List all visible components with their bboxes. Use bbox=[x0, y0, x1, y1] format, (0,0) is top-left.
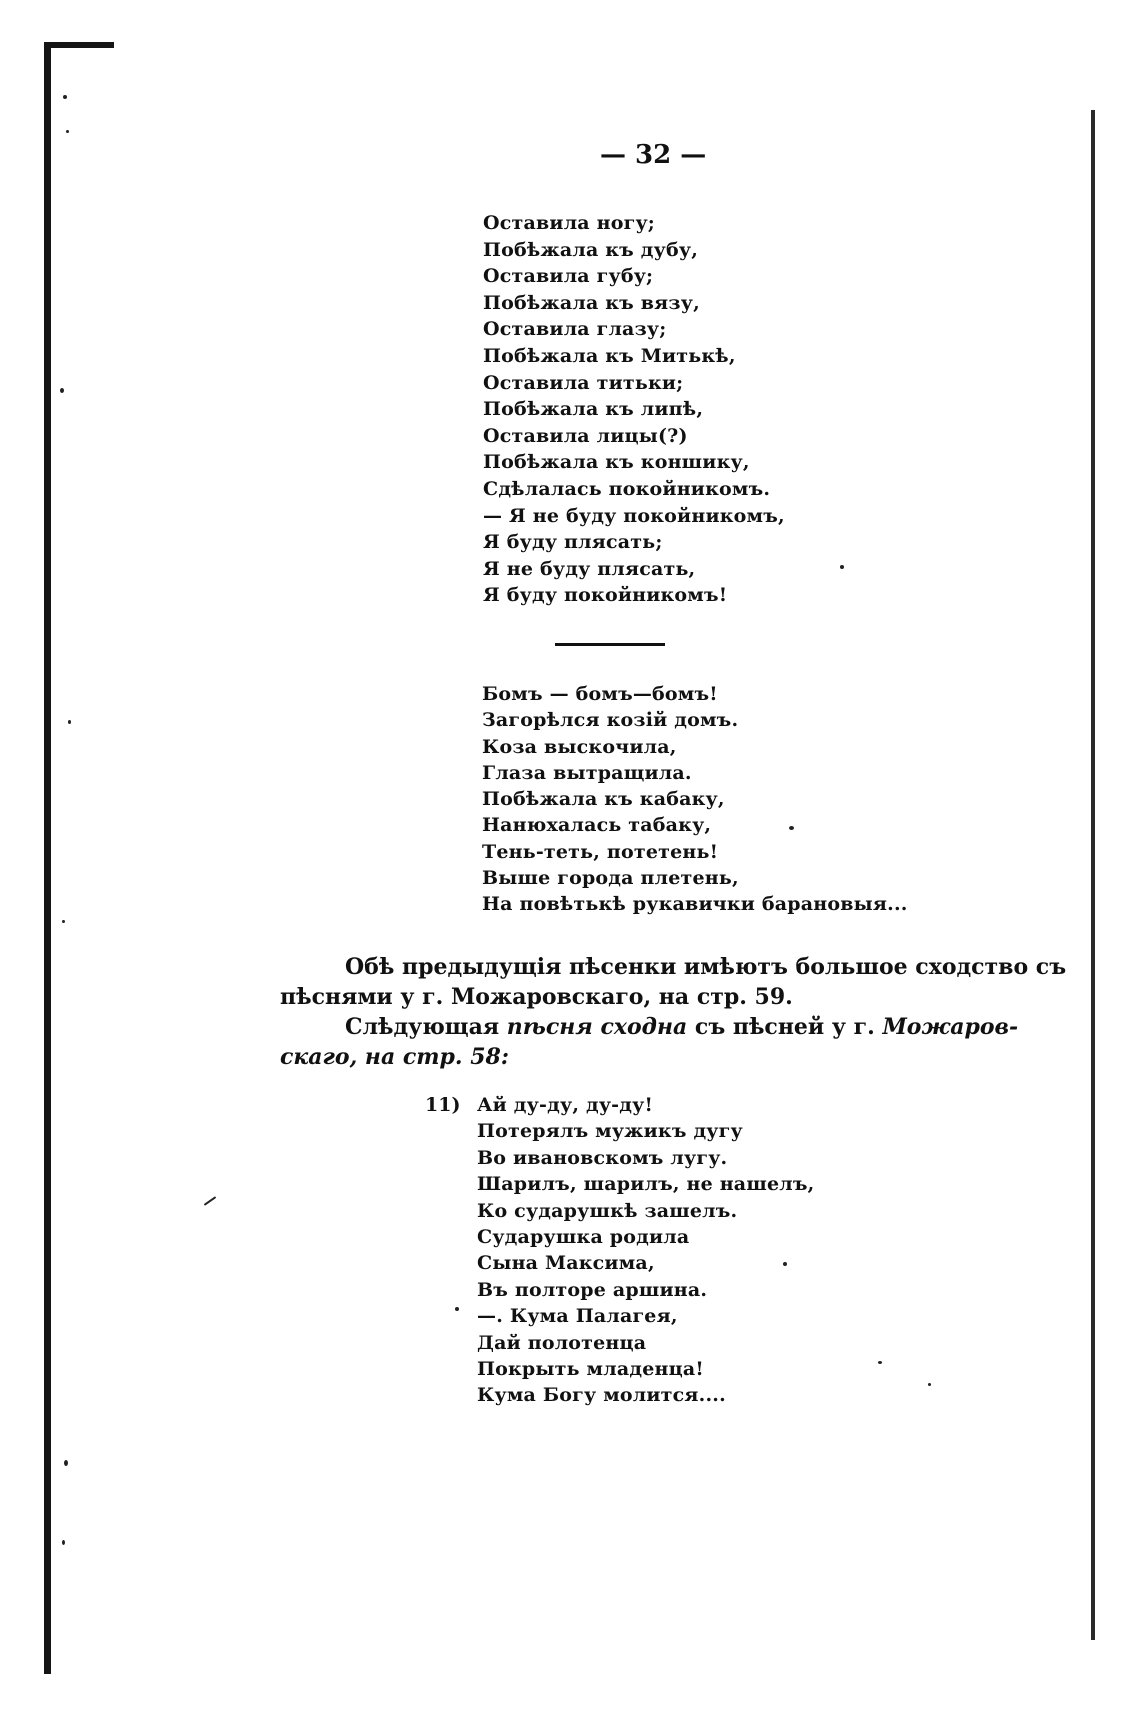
verse-line: Сына Максима, bbox=[477, 1252, 655, 1275]
verse-line: На повѣтькѣ рукавички барановыя... bbox=[482, 893, 908, 916]
verse-block-3 bbox=[477, 1092, 814, 1409]
scan-speck bbox=[928, 1383, 931, 1386]
commentary-text: Слѣдующая bbox=[345, 1014, 500, 1040]
verse-line: Я буду плясать; bbox=[483, 531, 663, 554]
scan-speck bbox=[204, 1196, 217, 1206]
verse-line: Дай полотенца bbox=[477, 1331, 647, 1354]
scan-speck bbox=[66, 130, 69, 133]
page-right-edge bbox=[1091, 110, 1095, 1640]
verse-line: Оставила губу; bbox=[483, 265, 654, 288]
scan-speck bbox=[62, 1540, 65, 1545]
scan-speck bbox=[68, 720, 71, 724]
verse-line: Покрыть младенца! bbox=[477, 1358, 704, 1381]
verse-line: Глаза вытращила. bbox=[482, 761, 692, 784]
page-number: — 32 — bbox=[600, 140, 707, 170]
verse-line: Сударушка родила bbox=[477, 1226, 690, 1249]
verse-line: Тень-теть, потетень! bbox=[482, 840, 719, 863]
song-number: 11) bbox=[425, 1094, 461, 1116]
verse-block-2 bbox=[482, 681, 908, 918]
scan-speck bbox=[60, 388, 64, 393]
scan-speck bbox=[878, 1361, 882, 1364]
verse-line: Я буду покойникомъ! bbox=[483, 584, 728, 607]
section-divider bbox=[555, 643, 665, 646]
verse-line: Выше города плетень, bbox=[482, 867, 739, 890]
verse-line: Ко сударушкѣ зашелъ. bbox=[477, 1199, 738, 1222]
verse-line: Во ивановскомъ лугу. bbox=[477, 1146, 728, 1169]
verse-line: Потерялъ мужикъ дугу bbox=[477, 1120, 743, 1143]
verse-line: Коза выскочила, bbox=[482, 735, 677, 758]
commentary-line: пѣснями у г. Можаровскаго, на стр. 59. bbox=[280, 984, 793, 1010]
verse-line: Шарилъ, шарилъ, не нашелъ, bbox=[477, 1173, 815, 1196]
verse-line: Побѣжала къ Митькѣ, bbox=[483, 344, 736, 367]
verse-block-1 bbox=[483, 210, 785, 609]
binding-edge-top bbox=[44, 42, 114, 48]
commentary-text: съ пѣсней у г. bbox=[694, 1014, 875, 1040]
verse-line: Побѣжала къ коншику, bbox=[483, 451, 750, 474]
verse-line: Побѣжала къ липѣ, bbox=[483, 398, 704, 421]
verse-line: Бомъ — бомъ—бомъ! bbox=[482, 683, 718, 705]
verse-line: Оставила ногу; bbox=[483, 212, 656, 234]
verse-line: Оставила глазу; bbox=[483, 318, 667, 341]
verse-line: Оставила титьки; bbox=[483, 371, 684, 394]
verse-line: Загорѣлся козій домъ. bbox=[482, 709, 739, 732]
commentary-line: Обѣ предыдущія пѣсенки имѣютъ большое сходство съ bbox=[345, 954, 1067, 980]
verse-line: Сдѣлалась покойникомъ. bbox=[483, 477, 771, 500]
verse-line: Побѣжала къ кабаку, bbox=[482, 788, 725, 811]
scan-speck bbox=[64, 1460, 68, 1466]
verse-line: —. Кума Палагея, bbox=[477, 1305, 678, 1328]
scan-speck bbox=[62, 920, 65, 923]
scan-speck bbox=[455, 1307, 459, 1311]
verse-line: — Я не буду покойникомъ, bbox=[483, 504, 785, 527]
verse-line: Побѣжала къ дубу, bbox=[483, 238, 699, 261]
commentary-italic: Можаров- bbox=[882, 1014, 1019, 1040]
verse-line: Я не буду плясать, bbox=[483, 557, 696, 580]
scan-speck bbox=[63, 95, 67, 99]
verse-line: Ай ду-ду, ду-ду! bbox=[477, 1094, 654, 1116]
verse-line: Въ полторе аршина. bbox=[477, 1278, 708, 1301]
commentary-line: скаго, на стр. 58: bbox=[280, 1044, 509, 1070]
commentary-italic: пѣсня сходна bbox=[506, 1014, 688, 1040]
verse-line: Оставила лицы(?) bbox=[483, 424, 688, 447]
binding-edge bbox=[44, 44, 51, 1674]
verse-line: Побѣжала къ вязу, bbox=[483, 291, 700, 314]
commentary-line bbox=[345, 1012, 1018, 1042]
scan-speck bbox=[840, 565, 844, 569]
verse-line: Кума Богу молится.... bbox=[477, 1384, 726, 1407]
verse-line: Нанюхалась табаку, bbox=[482, 814, 712, 837]
